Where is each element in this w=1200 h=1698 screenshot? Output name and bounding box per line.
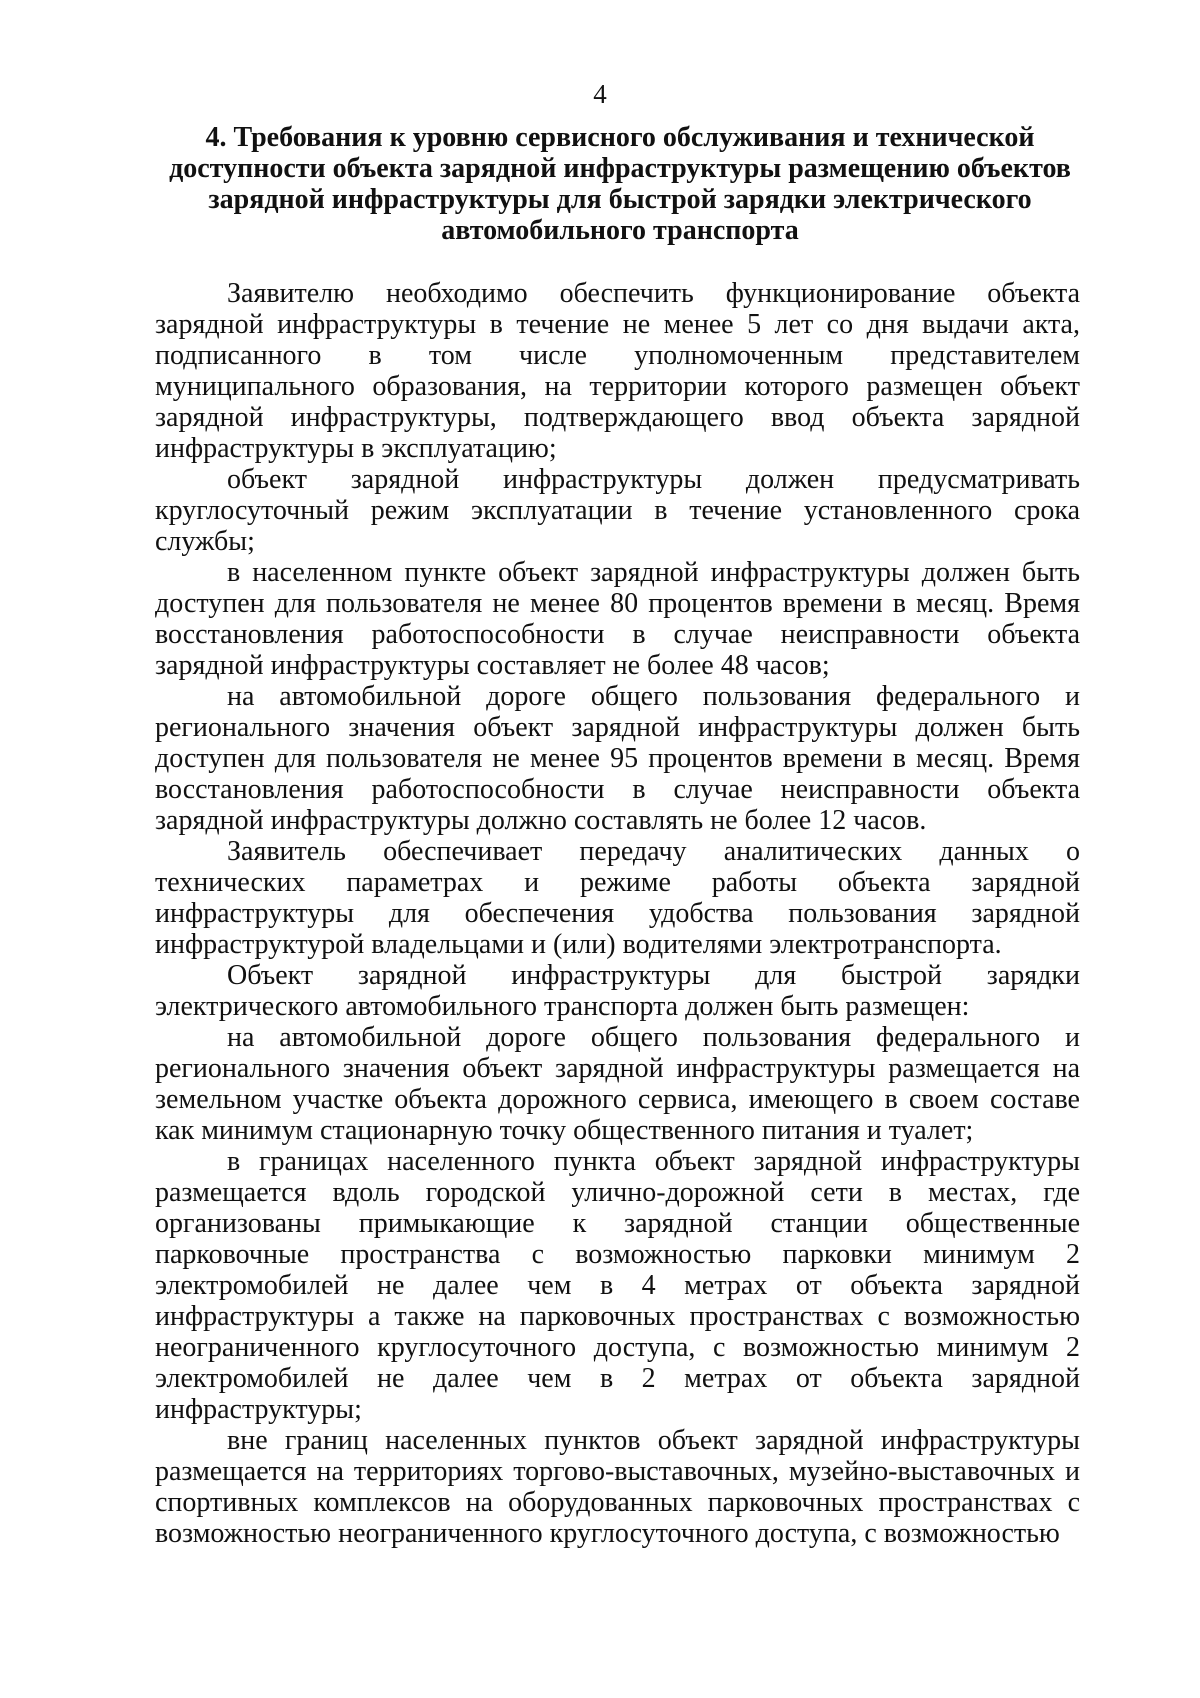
paragraph-placement-settlement: в границах населенного пункта объект зарядной инфраструктуры размещается вдоль городской улично-дорожной сети в местах, где организованы примыкающие к зарядной станции общественные парковочные пространства с возможностью парковки минимум 2 электромобилей не далее чем в 4 метрах от объекта зарядной инфраструктуры а также на парковочных пространствах с возможностью неограниченного круглосуточного доступа, с возможностью минимум 2 электромобилей не далее чем в 2 метрах от объекта зарядной инфраструктуры; [155, 1146, 1080, 1425]
paragraph-round-the-clock: объект зарядной инфраструктуры должен предусматривать круглосуточный режим эксплуатации в течение установленного срока службы; [155, 464, 1080, 557]
section-heading: 4. Требования к уровню сервисного обслуживания и технической доступности объекта зарядной инфраструктуры размещению объектов зарядной инфраструктуры для быстрой зарядки электрического автомобильного транспорта [169, 122, 1071, 246]
page-number: 4 [593, 79, 607, 109]
paragraph-placement-outside: вне границ населенных пунктов объект зарядной инфраструктуры размещается на территориях торгово-выставочных, музейно-выставочных и спортивных комплексов на оборудованных парковочных пространствах с возможностью неограниченного круглосуточного доступа, с возможностью [155, 1425, 1080, 1549]
paragraph-settlement-availability: в населенном пункте объект зарядной инфраструктуры должен быть доступен для пользователя не менее 80 процентов времени в месяц. Время восстановления работоспособности в случае неисправности объекта зарядной инфраструктуры составляет не более 48 часов; [155, 557, 1080, 681]
paragraph-analytics-transfer: Заявитель обеспечивает передачу аналитических данных о технических параметрах и режиме работы объекта зарядной инфраструктуры для обеспечения удобства пользования зарядной инфраструктурой владельцами и (или) водителями электротранспорта. [155, 836, 1080, 960]
paragraph-placement-highway: на автомобильной дороге общего пользования федерального и регионального значения объект зарядной инфраструктуры размещается на земельном участке объекта дорожного сервиса, имеющего в своем составе как минимум стационарную точку общественного питания и туалет; [155, 1022, 1080, 1146]
paragraph-operation-term: Заявителю необходимо обеспечить функционирование объекта зарядной инфраструктуры в течение не менее 5 лет со дня выдачи акта, подписанного в том числе уполномоченным представителем муниципального образования, на территории которого размещен объект зарядной инфраструктуры, подтверждающего ввод объекта зарядной инфраструктуры в эксплуатацию; [155, 278, 1080, 464]
document-body [155, 278, 1080, 1549]
paragraph-highway-availability: на автомобильной дороге общего пользования федерального и регионального значения объект зарядной инфраструктуры должен быть доступен для пользователя не менее 95 процентов времени в месяц. Время восстановления работоспособности в случае неисправности объекта зарядной инфраструктуры должно составлять не более 12 часов. [155, 681, 1080, 836]
paragraph-placement-intro: Объект зарядной инфраструктуры для быстрой зарядки электрического автомобильного транспорта должен быть размещен: [155, 960, 1080, 1022]
